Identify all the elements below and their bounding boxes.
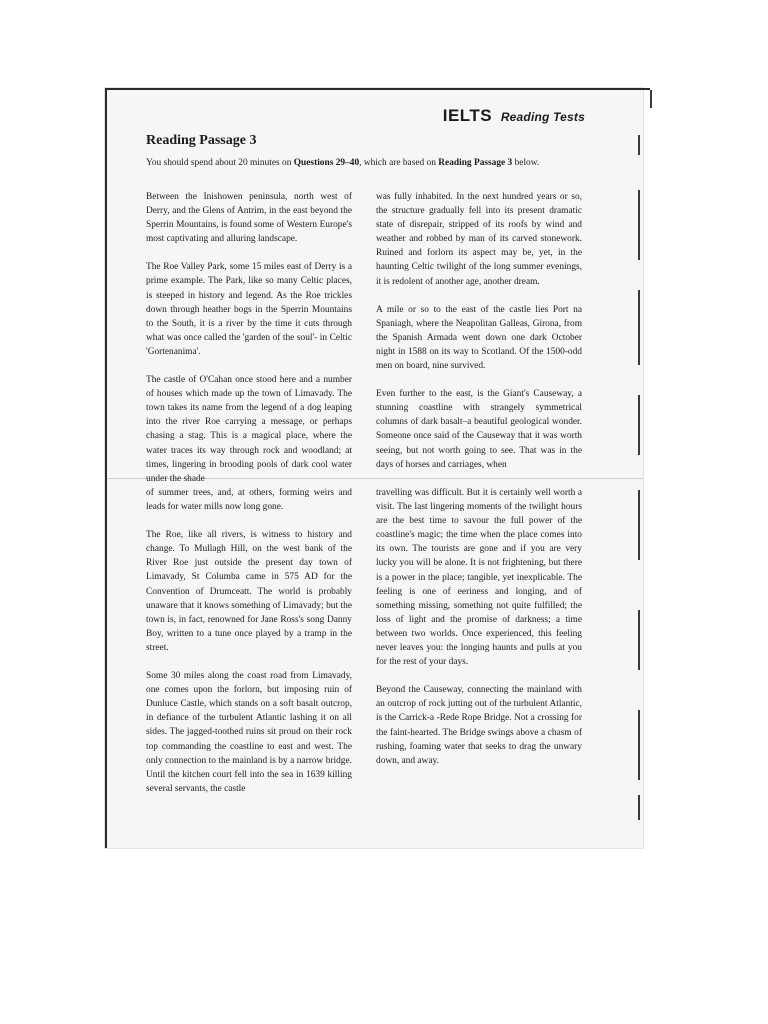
- paragraph: travelling was difficult. But it is certainly well worth a visit. The last lingering moments of the twilight hours are the best time to savour the full power of the coastline's magic; the time when the place comes into its own. The tourists are gone and if you are very lucky you will be alone. It is not frightening, but there is a power in the place; tangible, yet inexplicable. The feeling is one of eeriness and longing, and of something missing, something not quite fulfilled; the loss of light and the promise of darkness; a time between two worlds. Once experienced, this feeling never leaves you: the longing haunts and pulls at you for the rest of your days.: [376, 488, 582, 668]
- paragraph: The castle of O'Cahan once stood here and a number of houses which made up the town of Limavady. The town takes its name from the legend of a dog leaping into the river Roe carrying a message, or perhaps chasing a stag. This is a magical place, where the water traces its way through rock and woodland; at times, lingering in brooding pools of dark cool water under the shade: [146, 375, 352, 484]
- passage-instruction: [146, 158, 616, 168]
- instruction-suffix: below.: [512, 158, 540, 168]
- right-column-bottom: [376, 486, 582, 782]
- paragraph: Some 30 miles along the coast road from Limavady, one comes upon the forlorn, but imposing ruin of Dunluce Castle, which stands on a soft basalt outcrop, in defiance of the turbulent Atlantic lashing it on all sides. The jagged-toothed ruins sit proud on their rock top commanding the coastline to east and west. The only connection to the mainland is by a narrow bridge. Until the kitchen court fell into the sea in 1639 killing several servants, the castle: [146, 671, 352, 794]
- paragraph: was fully inhabited. In the next hundred years or so, the structure gradually fell into its present dramatic state of disrepair, stripped of its roofs by wind and weather and robbed by man of its carved stonework. Ruined and forlorn its aspect may be, yet, in the haunting Celtic twilight of the long summer evenings, it is redolent of another age, another dream.: [376, 192, 582, 287]
- paragraph: of summer trees, and, at others, forming weirs and leads for water mills now long gone.: [146, 488, 352, 513]
- ielts-header: [443, 106, 585, 126]
- instruction-passage: Reading Passage 3: [438, 158, 513, 168]
- paragraph: Even further to the east, is the Giant's Causeway, a stunning coastline with strangely symmetrical columns of dark basalt–a beautiful geological wonder. Someone once said of the Causeway that it was worth seeing, but not worth going to see. That was in the days of horses and carriages, when: [376, 389, 582, 470]
- passage-title: Reading Passage 3: [146, 133, 257, 148]
- brand-subtitle: Reading Tests: [500, 110, 585, 124]
- instruction-prefix: You should spend about 20 minutes on: [146, 158, 294, 168]
- page-edge-top: [105, 88, 650, 90]
- left-column-bottom: [146, 486, 352, 810]
- binding-marks: [636, 90, 656, 830]
- instruction-questions: Questions 29–40: [293, 158, 360, 168]
- paragraph: Beyond the Causeway, connecting the mainland with an outcrop of rock jutting out of the turbulent Atlantic, is the Carrick-a -Rede Rope Bridge. Not a crossing for the faint-hearted. The Bridge swings above a chasm of rushing, foaming water that seeks to drag the unwary down, and away.: [376, 685, 582, 766]
- page-edge-left: [105, 88, 107, 848]
- paragraph: A mile or so to the east of the castle lies Port na Spaniagh, where the Neapolitan Galleas, Girona, from the Spanish Armada went down one dark October night in 1588 on its way to Scotland. Of the 1500-odd men on board, nine survived.: [376, 304, 582, 372]
- right-column-top: [376, 190, 582, 486]
- instruction-middle: , which are based on: [359, 158, 439, 168]
- brand-label: IELTS: [442, 106, 493, 125]
- paragraph: The Roe, like all rivers, is witness to history and change. To Mullagh Hill, on the west bank of the River Roe just outside the present day town of Limavady, St Columba came in 575 AD for the Convention of Drumceatt. The world is probably unaware that it knows something of Limavady; but the town is, in fact, renowned for Jane Ross's song Danny Boy, written to a tune once played by a tramp in the street.: [146, 530, 352, 653]
- paragraph: The Roe Valley Park, some 15 miles east of Derry is a prime example. The Park, like so many Celtic places, is steeped in history and legend. As the Roe trickles down through heather bogs in the Sperrin Mountains to the South, it is a river by the time it cuts through what was once called the 'garden of the soul'- in Celtic 'Gortenanima'.: [146, 262, 352, 357]
- left-column-top: [146, 190, 352, 500]
- paragraph: Between the Inishowen peninsula, north west of Derry, and the Glens of Antrim, in the east beyond the Sperrin Mountains, is found some of Western Europe's most captivating and alluring landscape.: [146, 192, 352, 245]
